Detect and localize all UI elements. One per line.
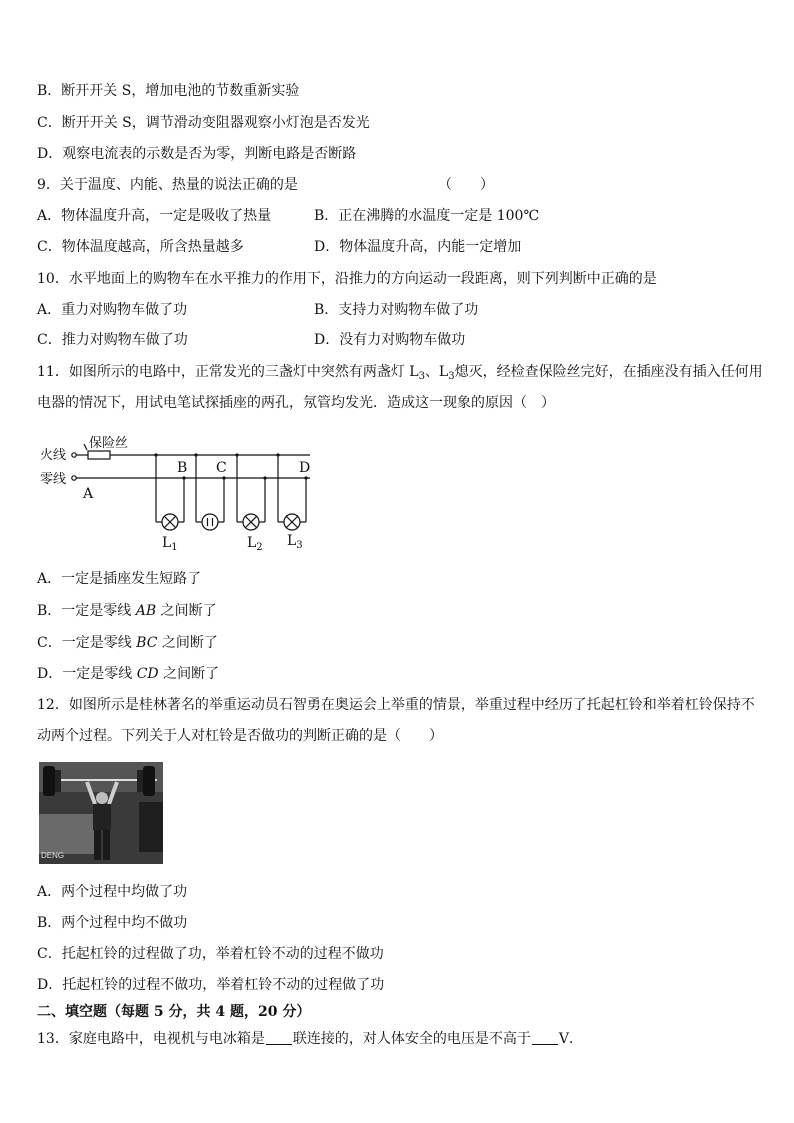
q12-stem-line2: 动两个过程。下列关于人对杠铃是否做功的判断正确的是（ ）: [37, 728, 443, 744]
q12-option-c: C．托起杠铃的过程做了功，举着杠铃不动的过程不做功: [37, 946, 384, 962]
lamp-l3-label: $L_3$: [287, 533, 303, 551]
q12-option-b: B．两个过程中均不做功: [37, 915, 188, 931]
q11-option-d: D．一定是零线 CD 之间断了: [37, 666, 220, 682]
q11-option-a: A．一定是插座发生短路了: [37, 571, 202, 587]
q10-option-c: C．推力对购物车做了功: [37, 332, 188, 348]
lamp-l1-icon: [162, 514, 178, 530]
neutral-terminal: [72, 476, 76, 480]
q11-stem-part3: 熄灭，经检查保险丝完好，在插座没有插入任何用: [454, 364, 763, 380]
lamp-l2-icon: [243, 514, 259, 530]
live-terminal: [72, 453, 76, 457]
q10-option-d: D．没有力对购物车做功: [314, 332, 466, 348]
live-wire-label: 火线: [40, 448, 67, 463]
q13-blank-2[interactable]: [532, 1030, 558, 1045]
point-d-label: D: [299, 460, 311, 476]
q10-option-b: B．支持力对购物车做了功: [314, 302, 479, 318]
q10-option-a: A．重力对购物车做了功: [37, 302, 188, 318]
q11-option-b: B．一定是零线 AB 之间断了: [37, 603, 217, 619]
q9-option-a: A．物体温度升高，一定是吸收了热量: [37, 208, 272, 224]
q9-option-c: C．物体温度越高，所含热量越多: [37, 239, 244, 255]
q11-stem-part2: 、L: [424, 364, 449, 380]
q11-stem-part1: 11．如图所示的电路中，正常发光的三盏灯中突然有两盏灯 L: [37, 364, 419, 380]
q10-stem: 10．水平地面上的购物车在水平推力的作用下，沿推力的方向运动一段距离，则下列判断中正确的是: [37, 271, 657, 287]
q12-option-d: D．托起杠铃的过程不做功，举着杠铃不动的过程做了功: [37, 977, 385, 993]
q9-stem: 9．关于温度、内能、热量的说法正确的是: [37, 177, 298, 193]
weightlifter-photo: [39, 762, 163, 864]
lamp-l3-icon: [284, 514, 300, 530]
q9-option-d: D．物体温度升高，内能一定增加: [314, 239, 522, 255]
point-b-label: B: [177, 460, 188, 476]
photo-caption-text: DENG: [41, 851, 65, 860]
q13-blank-1[interactable]: [266, 1030, 292, 1045]
q9-option-b: B．正在沸腾的水温度一定是 100℃: [314, 208, 540, 224]
lamp-l2-label: $L_2$: [247, 535, 263, 553]
neutral-wire-label: 零线: [40, 472, 67, 487]
q11-option-c: C．一定是零线 BC 之间断了: [37, 635, 218, 651]
point-a-label: A: [83, 486, 94, 502]
circuit-diagram: [38, 432, 318, 554]
q8-option-b: B．断开开关 S，增加电池的节数重新实验: [37, 83, 300, 99]
socket-icon: [202, 514, 218, 530]
q11-sub-3b: 3: [448, 371, 455, 382]
q8-option-c: C．断开开关 S，调节滑动变阻器观察小灯泡是否发光: [37, 115, 370, 131]
q12-stem-line1: 12．如图所示是桂林著名的举重运动员石智勇在奥运会上举重的情景，举重过程中经历了托起杠铃和举着杠铃保持不: [37, 697, 755, 713]
q11-stem-line2: 电器的情况下，用试电笔试探插座的两孔，氖管均发光．造成这一现象的原因（ ）: [37, 395, 555, 411]
q8-option-d: D．观察电流表的示数是否为零，判断电路是否断路: [37, 146, 357, 162]
section-fill-blank-heading: 二、填空题（每题 5 分，共 4 题，20 分）: [37, 1004, 311, 1020]
q13-stem: 13．家庭电路中，电视机与电冰箱是 联连接的，对人体安全的电压是不高于 V．: [37, 1031, 583, 1047]
q9-answer-paren: （ ）: [438, 177, 494, 193]
point-c-label: C: [216, 460, 227, 476]
q11-stem-line1: [37, 362, 763, 382]
fuse-label: 保险丝: [89, 436, 129, 451]
q11-sub-3a: 3: [418, 371, 425, 382]
fuse-symbol: [88, 451, 110, 459]
lamp-l1-label: $L_1$: [162, 535, 178, 553]
q12-option-a: A．两个过程中均做了功: [37, 884, 188, 900]
